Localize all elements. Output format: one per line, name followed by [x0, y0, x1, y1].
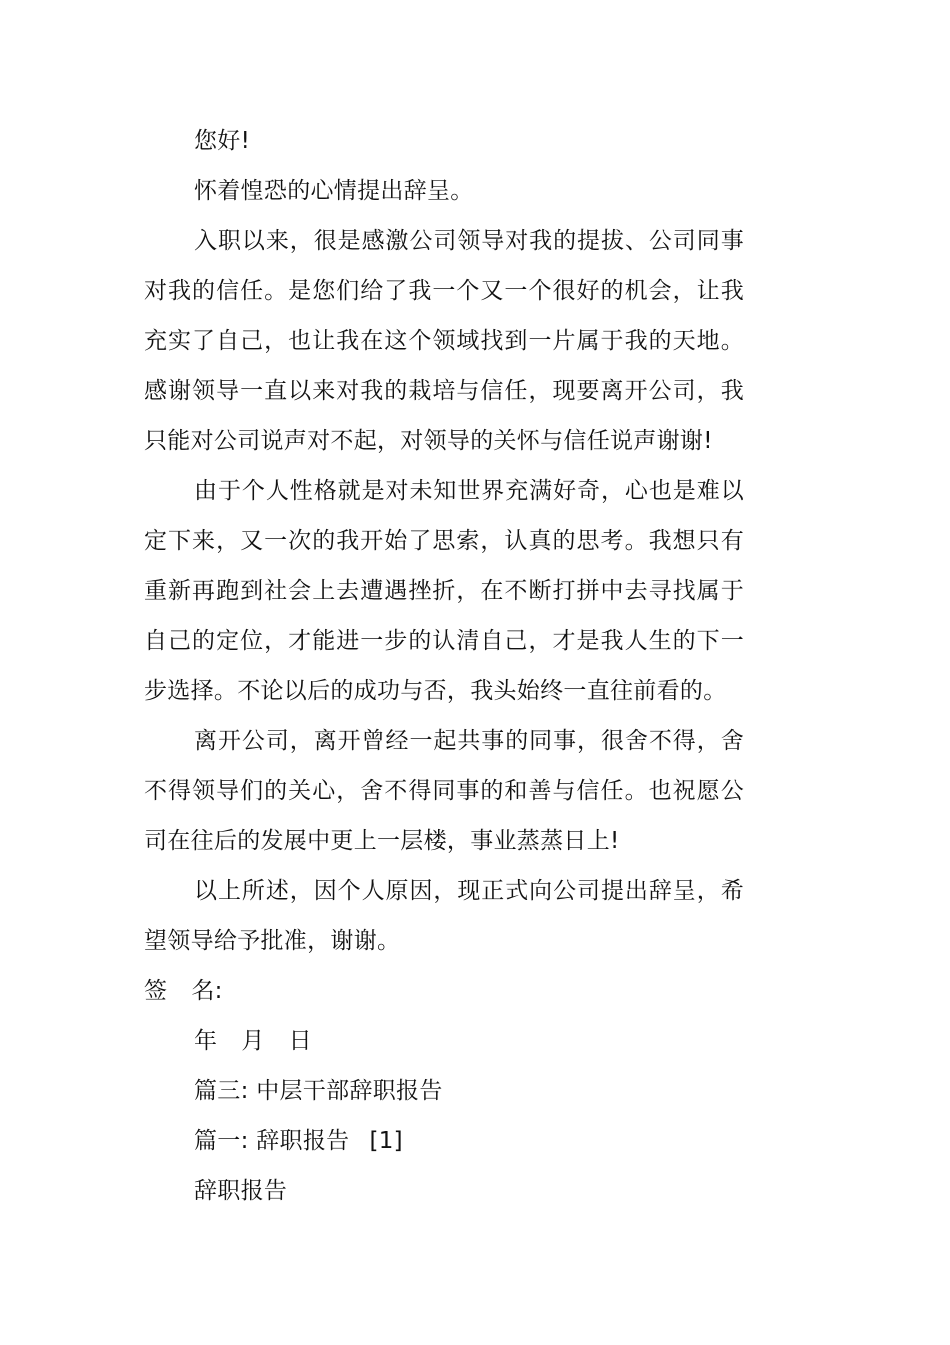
paragraph-gratitude: 入职以来，很是感激公司领导对我的提拔、公司同事对我的信任。是您们给了我一个又一个很好的机会，让我充实了自己，也让我在这个领域找到一片属于我的天地。感谢领导一直以来对我的栽培与信任，现要离开公司，我只能对公司说声对不起，对领导的关怀与信任说声谢谢! — [144, 228, 744, 454]
date-month: 月 — [241, 1028, 265, 1054]
paragraph-farewell: 离开公司，离开曾经一起共事的同事，很舍不得，舍不得领导们的关心，舍不得同事的和善与信任。也祝愿公司在往后的发展中更上一层楼，事业蒸蒸日上! — [144, 728, 744, 854]
date-line — [144, 1016, 744, 1066]
section-one-heading — [144, 1116, 744, 1166]
signature-char-1: 签 — [144, 978, 168, 1004]
section-three-heading: 篇三: 中层干部辞职报告 — [194, 1078, 443, 1104]
date-year: 年 — [194, 1028, 218, 1054]
signature-line — [144, 966, 744, 1016]
opening-line: 怀着惶恐的心情提出辞呈。 — [194, 178, 474, 204]
paragraph-reason: 由于个人性格就是对未知世界充满好奇，心也是难以定下来，又一次的我开始了思索，认真的思考。我想只有重新再跑到社会上去遭遇挫折，在不断打拼中去寻找属于自己的定位，才能进一步的认清自己，才是我人生的下一步选择。不论以后的成功与否，我头始终一直往前看的。 — [144, 478, 744, 704]
section-one-reference: [1] — [369, 1128, 403, 1154]
report-title: 辞职报告 — [194, 1178, 288, 1204]
paragraph-request: 以上所述，因个人原因，现正式向公司提出辞呈，希望领导给予批准，谢谢。 — [144, 878, 744, 954]
date-day: 日 — [288, 1028, 312, 1054]
signature-char-2: 名: — [191, 978, 223, 1004]
section-one-title: 篇一: 辞职报告 — [194, 1128, 350, 1154]
letter-body — [144, 116, 744, 1216]
greeting: 您好! — [194, 128, 251, 154]
